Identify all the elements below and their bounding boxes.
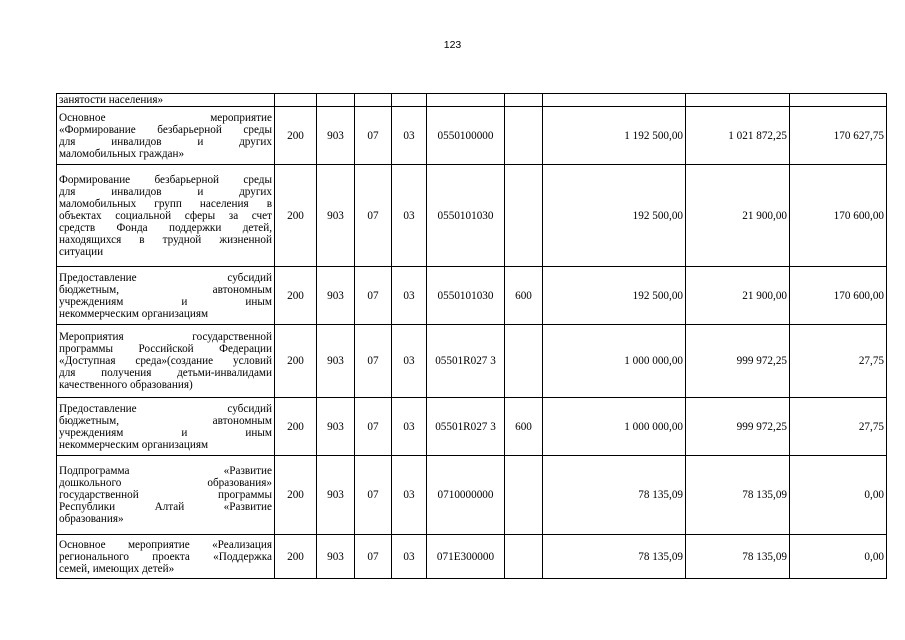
remainder-amount-cell: 27,75	[790, 325, 887, 398]
description-line: образования»	[59, 513, 124, 525]
table-row	[57, 94, 887, 107]
remainder-amount-cell: 0,00	[790, 535, 887, 579]
row-description	[57, 267, 275, 325]
description-line: семей, имеющих детей»	[59, 562, 175, 575]
description-line: ситуации	[59, 245, 104, 258]
subsection-code-cell: 03	[392, 325, 427, 398]
table-row	[57, 267, 887, 325]
description-line: находящихся в трудной жизненной	[59, 233, 272, 246]
target-article-cell: 071Е300000	[427, 535, 505, 579]
ministry-code-cell: 200	[275, 165, 317, 267]
row-description	[57, 94, 275, 107]
description-line: для инвалидов и других	[59, 185, 272, 198]
remainder-amount-cell: 0,00	[790, 456, 887, 535]
section-code-cell: 07	[355, 456, 392, 535]
description-line: бюджетным, автономным	[59, 414, 272, 427]
ministry-code-cell: 200	[275, 107, 317, 165]
subsection-code-cell: 03	[392, 165, 427, 267]
description-line: маломобильных граждан»	[59, 147, 185, 160]
budget-table	[56, 93, 887, 579]
section-code-cell: 07	[355, 325, 392, 398]
expense-type-cell: 600	[505, 398, 543, 456]
table-row	[57, 165, 887, 267]
planned-amount-cell	[543, 94, 686, 107]
ministry-code-cell: 200	[275, 456, 317, 535]
ministry-code-cell: 200	[275, 325, 317, 398]
target-article-cell	[427, 94, 505, 107]
executed-amount-cell: 78 135,09	[686, 535, 790, 579]
description-line: для получения детьми-инвалидами	[59, 367, 272, 379]
description-line: объектах социальной сферы за счет	[59, 209, 272, 222]
ministry-code-cell: 200	[275, 398, 317, 456]
expense-type-cell	[505, 165, 543, 267]
row-description	[57, 398, 275, 456]
section-code-cell: 07	[355, 107, 392, 165]
description-line: программы Российской Федерации	[59, 343, 272, 355]
description-line: Подпрограмма «Развитие	[59, 465, 272, 477]
planned-amount-cell: 1 000 000,00	[543, 398, 686, 456]
remainder-amount-cell: 170 627,75	[790, 107, 887, 165]
expense-type-cell: 600	[505, 267, 543, 325]
executed-amount-cell: 999 972,25	[686, 325, 790, 398]
description-line: «Доступная среда»(создание условий	[59, 355, 272, 367]
table-row	[57, 535, 887, 579]
expense-type-cell	[505, 94, 543, 107]
section-code-cell: 07	[355, 398, 392, 456]
planned-amount-cell: 1 000 000,00	[543, 325, 686, 398]
row-description	[57, 535, 275, 579]
target-article-cell: 0550101030	[427, 267, 505, 325]
remainder-amount-cell: 170 600,00	[790, 165, 887, 267]
department-code-cell: 903	[317, 267, 355, 325]
planned-amount-cell: 78 135,09	[543, 535, 686, 579]
section-code-cell: 07	[355, 267, 392, 325]
description-line: «Формирование безбарьерной среды	[59, 123, 272, 136]
department-code-cell: 903	[317, 107, 355, 165]
planned-amount-cell: 78 135,09	[543, 456, 686, 535]
remainder-amount-cell: 27,75	[790, 398, 887, 456]
subsection-code-cell	[392, 94, 427, 107]
expense-type-cell	[505, 107, 543, 165]
description-line: Формирование безбарьерной среды	[59, 173, 272, 186]
description-line: государственной программы	[59, 489, 272, 501]
expense-type-cell	[505, 535, 543, 579]
row-description	[57, 456, 275, 535]
description-line: Основное мероприятие «Реализация	[59, 538, 272, 551]
subsection-code-cell: 03	[392, 398, 427, 456]
description-line: учреждениям и иным	[59, 295, 272, 308]
target-article-cell: 0550101030	[427, 165, 505, 267]
target-article-cell: 0710000000	[427, 456, 505, 535]
description-line: маломобильных групп населения в	[59, 197, 272, 210]
executed-amount-cell: 999 972,25	[686, 398, 790, 456]
subsection-code-cell: 03	[392, 107, 427, 165]
planned-amount-cell: 1 192 500,00	[543, 107, 686, 165]
target-article-cell: 0550100000	[427, 107, 505, 165]
department-code-cell: 903	[317, 398, 355, 456]
ministry-code-cell: 200	[275, 535, 317, 579]
planned-amount-cell: 192 500,00	[543, 165, 686, 267]
planned-amount-cell: 192 500,00	[543, 267, 686, 325]
section-code-cell	[355, 94, 392, 107]
target-article-cell: 05501R027 3	[427, 398, 505, 456]
subsection-code-cell: 03	[392, 456, 427, 535]
description-line: учреждениям и иным	[59, 426, 272, 439]
department-code-cell: 903	[317, 535, 355, 579]
subsection-code-cell: 03	[392, 535, 427, 579]
table-row	[57, 107, 887, 165]
table-row	[57, 325, 887, 398]
department-code-cell: 903	[317, 456, 355, 535]
remainder-amount-cell: 170 600,00	[790, 267, 887, 325]
department-code-cell: 903	[317, 165, 355, 267]
description-line: для инвалидов и других	[59, 135, 272, 148]
description-line: Основное мероприятие	[59, 111, 272, 124]
description-line: Мероприятия государственной	[59, 331, 272, 343]
executed-amount-cell: 78 135,09	[686, 456, 790, 535]
department-code-cell	[317, 94, 355, 107]
section-code-cell: 07	[355, 535, 392, 579]
executed-amount-cell: 21 900,00	[686, 165, 790, 267]
row-description	[57, 165, 275, 267]
description-line: Предоставление субсидий	[59, 271, 272, 284]
row-description	[57, 325, 275, 398]
description-line: качественного образования)	[59, 379, 193, 391]
description-line: занятости населения»	[59, 94, 164, 106]
target-article-cell: 05501R027 3	[427, 325, 505, 398]
ministry-code-cell	[275, 94, 317, 107]
expense-type-cell	[505, 325, 543, 398]
description-line: дошкольного образования»	[59, 477, 272, 489]
remainder-amount-cell	[790, 94, 887, 107]
description-line: средств Фонда поддержки детей,	[59, 221, 272, 234]
description-line: Республики Алтай «Развитие	[59, 501, 272, 513]
executed-amount-cell: 21 900,00	[686, 267, 790, 325]
section-code-cell: 07	[355, 165, 392, 267]
ministry-code-cell: 200	[275, 267, 317, 325]
description-line: Предоставление субсидий	[59, 402, 272, 415]
department-code-cell: 903	[317, 325, 355, 398]
table-body	[57, 94, 887, 579]
description-line: некоммерческим организациям	[59, 438, 209, 451]
page-number: 123	[443, 39, 462, 51]
description-line: некоммерческим организациям	[59, 307, 209, 320]
subsection-code-cell: 03	[392, 267, 427, 325]
description-line: регионального проекта «Поддержка	[59, 550, 272, 563]
row-description	[57, 107, 275, 165]
table-row	[57, 398, 887, 456]
expense-type-cell	[505, 456, 543, 535]
executed-amount-cell	[686, 94, 790, 107]
description-line: бюджетным, автономным	[59, 283, 272, 296]
table-row	[57, 456, 887, 535]
executed-amount-cell: 1 021 872,25	[686, 107, 790, 165]
